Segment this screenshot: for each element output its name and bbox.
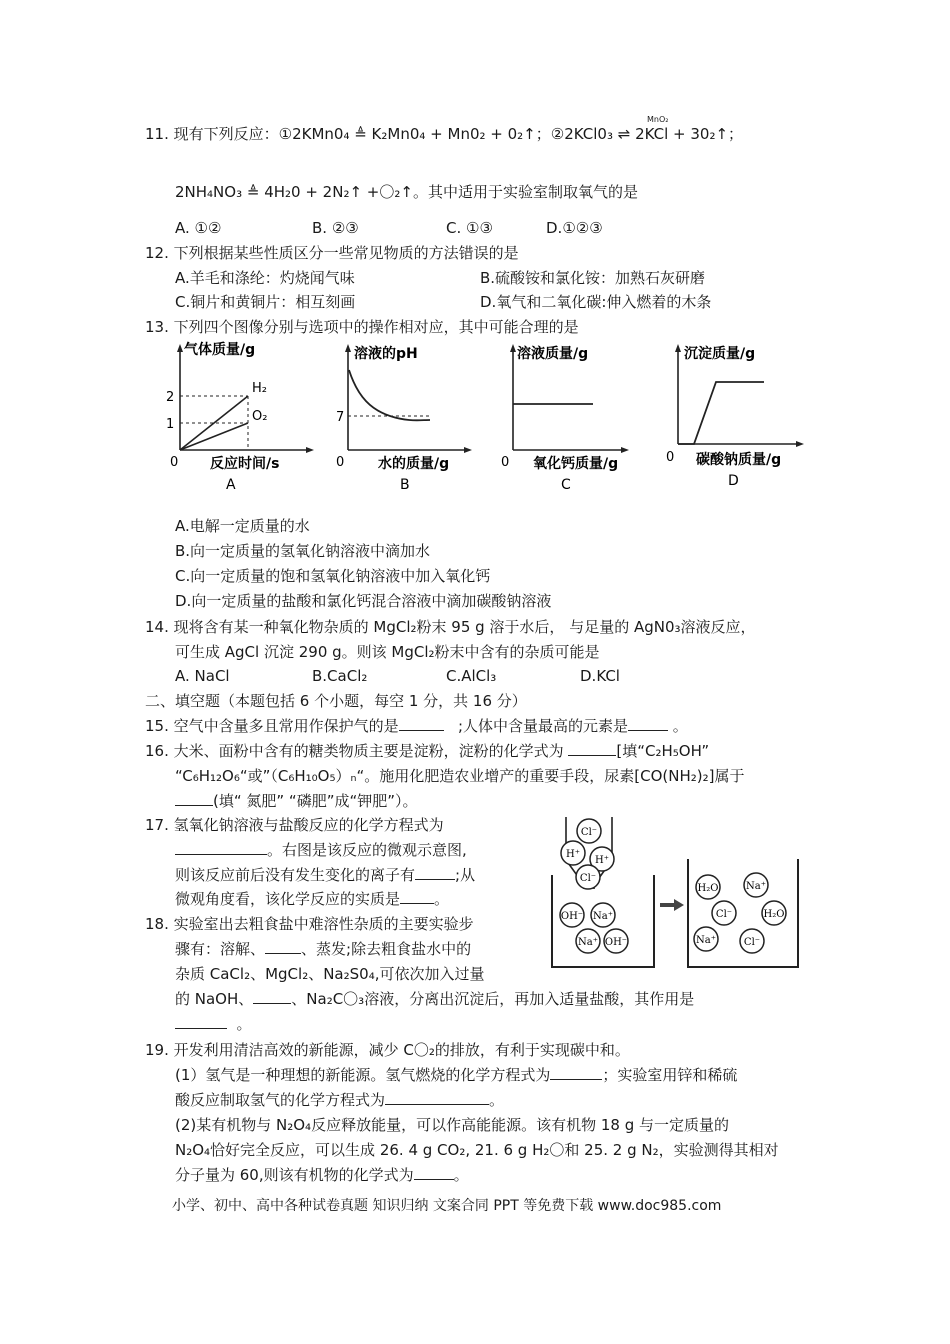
- q12-stem: 12. 下列根据某些性质区分一些常见物质的方法错误的是: [145, 244, 519, 262]
- q18-line2: [175, 939, 471, 959]
- q19-p1-c: 酸反应制取氢气的化学方程式为: [175, 1091, 386, 1109]
- q13-option-d: D.向一定质量的盐酸和氯化钙混合溶液中滴加碳酸钠溶液: [175, 592, 552, 610]
- q15-part-a: 15. 空气中含量多且常用作保护气的是: [145, 717, 399, 735]
- q11-option-c: C. ①③: [446, 219, 493, 237]
- chart-a-ylabel: 气体质量/g: [184, 342, 256, 358]
- catalyst-label: MnO₂: [647, 115, 669, 124]
- q14-line2: 可生成 AgCl 沉淀 290 g。则该 MgCl₂粉末中含有的杂质可能是: [175, 643, 600, 661]
- q18-line4-b: 、Na₂C〇₃溶液，分离出沉淀后，再加入适量盐酸，其作用是: [291, 990, 695, 1008]
- q14-line1: 14. 现将含有某一种氧化物杂质的 MgCl₂粉末 95 g 溶于水后， 与足量的 AgN0₃溶液反应，: [145, 618, 756, 636]
- q15-part-b: ;人体中含量最高的元素是: [457, 717, 628, 735]
- q16-blank-2[interactable]: [175, 791, 213, 806]
- q17-blank-2[interactable]: [415, 865, 455, 880]
- chart-d-letter: D: [728, 473, 739, 489]
- chart-a-series-h2: H₂: [252, 381, 267, 396]
- q16-line1-b: [填“C₂H₅OH”: [616, 742, 710, 760]
- q12-option-d: D.氧气和二氧化碳:伸入燃着的木条: [480, 293, 712, 311]
- chart-c-ylabel: 溶液质量/g: [517, 346, 589, 362]
- right-ion-label-1: Na⁺: [746, 881, 766, 892]
- left-ion-label-4: OH⁻: [560, 911, 584, 922]
- q19-p1-line2: [175, 1090, 504, 1110]
- q11-line2: 2NH₄NO₃ ≜ 4H₂0 + 2N₂↑ +〇₂↑。其中适用于实验室制取氧气的是: [175, 183, 638, 201]
- chart-c-xlabel: 氧化钙质量/g: [533, 456, 619, 472]
- chart-d-ylabel: 沉淀质量/g: [684, 346, 756, 362]
- q18-line3: 杂质 CaCl₂、MgCl₂、Na₂S0₄,可依次加入过量: [175, 965, 485, 983]
- q14-option-d: D.KCl: [580, 667, 620, 685]
- q17-line3: [175, 865, 475, 885]
- q14-option-c: C.AlCl₃: [446, 667, 497, 685]
- q19-p1-d: 。: [489, 1091, 505, 1109]
- q19-blank-3[interactable]: [414, 1165, 454, 1180]
- q17-line4-b: 。: [434, 890, 450, 908]
- q19-stem: 19. 开发利用清洁高效的新能源，减少 C〇₂的排放，有利于实现碳中和。: [145, 1041, 630, 1059]
- q16-line1-a: 16. 大米、面粉中含有的糖类物质主要是淀粉，淀粉的化学式为: [145, 742, 569, 760]
- q11-option-d: D.①②③: [546, 219, 603, 237]
- chart-a: [160, 340, 320, 495]
- left-ion-label-7: OH⁻: [604, 937, 628, 948]
- q19-p2-d: 。: [453, 1166, 469, 1184]
- q18-line5: [175, 1014, 252, 1034]
- chart-a-origin: 0: [170, 455, 179, 470]
- right-ion-label-0: H₂O: [697, 883, 719, 894]
- q15-blank-1[interactable]: [399, 716, 444, 731]
- q14-option-b: B.CaCl₂: [312, 667, 368, 685]
- q18-line2-b: 、蒸发;除去粗食盐水中的: [301, 940, 472, 958]
- q18-line5-text: 。: [236, 1015, 252, 1033]
- left-ion-label-3: Cl⁻: [579, 873, 597, 884]
- q18-blank-3[interactable]: [175, 1014, 227, 1029]
- q15-line: [145, 716, 688, 736]
- q18-line4: [175, 989, 694, 1009]
- q17-line4-a: 微观角度看，该化学反应的实质是: [175, 890, 401, 908]
- chart-d-xlabel: 碳酸钠质量/g: [696, 452, 782, 468]
- q11-option-b: B. ②③: [312, 219, 359, 237]
- q19-p1-a: (1）氢气是一种理想的新能源。氢气燃烧的化学方程式为: [175, 1066, 551, 1084]
- q19-p1-b: ；实验室用锌和稀硫: [602, 1066, 738, 1084]
- q12-option-c: C.铜片和黄铜片：相互刻画: [175, 293, 356, 311]
- q17-blank-3[interactable]: [400, 889, 434, 904]
- chart-c-origin: 0: [501, 455, 510, 470]
- q19-blank-2[interactable]: [385, 1090, 489, 1105]
- q16-line3-text: (填“ 氮肥” “磷肥”成“钾肥”）。: [213, 792, 418, 810]
- right-ion-label-2: Cl⁻: [715, 909, 733, 920]
- q17-line3-a: 则该反应前后没有发生变化的离子有: [175, 866, 416, 884]
- q18-blank-2[interactable]: [253, 989, 291, 1004]
- q19-p2-line1: (2)某有机物与 N₂O₄反应释放能量，可以作高能能源。该有机物 18 g 与一定质量的: [175, 1116, 729, 1134]
- left-ion-label-6: Na⁺: [578, 937, 598, 948]
- chart-a-ytick-1: 1: [166, 417, 175, 432]
- q16-blank-1[interactable]: [568, 741, 616, 756]
- q17-line4: [175, 889, 449, 909]
- q13-stem: 13. 下列四个图像分别与选项中的操作相对应，其中可能合理的是: [145, 318, 579, 336]
- right-ion-label-5: Cl⁻: [743, 937, 761, 948]
- q19-p2-line2: N₂O₄恰好完全反应，可以生成 26. 4 g CO₂, 21. 6 g H₂〇和 25. 2 g N₂，实验测得其相对: [175, 1141, 779, 1159]
- q19-p2-c: 分子量为 60,则该有机物的化学式为: [175, 1166, 414, 1184]
- q18-line4-a: 的 NaOH、: [175, 990, 254, 1008]
- q15-blank-2[interactable]: [628, 716, 668, 731]
- q18-blank-1[interactable]: [265, 939, 301, 954]
- q13-option-b: B.向一定质量的氢氧化钠溶液中滴加水: [175, 542, 431, 560]
- left-ion-label-2: H⁺: [595, 855, 609, 866]
- q18-line1: 18. 实验室出去粗食盐中难溶性杂质的主要实验步: [145, 915, 474, 933]
- q17-line3-b: ;从: [455, 866, 476, 884]
- q19-blank-1[interactable]: [550, 1065, 602, 1080]
- q11-line1: 11. 现有下列反应：①2KMn0₄ ≜ K₂Mn0₄ + Mn0₂ + 0₂↑；②2KCl0₃ ⇌ 2KCl + 30₂↑；: [145, 125, 744, 143]
- chart-b-ylabel: 溶液的pH: [354, 346, 418, 362]
- chart-b: [330, 340, 480, 495]
- chart-d: [660, 340, 810, 495]
- q17-line2-text: 。右图是该反应的微观示意图,: [267, 841, 467, 859]
- left-ion-label-5: Na⁺: [593, 911, 613, 922]
- neutralization-diagram: [548, 815, 813, 975]
- q19-p2-line3: [175, 1165, 469, 1185]
- chart-c: [495, 340, 645, 495]
- q17-line1: 17. 氢氧化钠溶液与盐酸反应的化学方程式为: [145, 816, 444, 834]
- chart-a-letter: A: [226, 477, 236, 493]
- q15-part-c: 。: [672, 717, 688, 735]
- footer-text: 小学、初中、高中各种试卷真题 知识归纳 文案合同 PPT 等免费下载 www.doc985.com: [172, 1198, 722, 1214]
- q13-option-a: A.电解一定质量的水: [175, 517, 310, 535]
- q12-option-a: A.羊毛和涤纶：灼烧闻气味: [175, 269, 355, 287]
- chart-c-letter: C: [561, 477, 571, 493]
- chart-d-origin: 0: [666, 450, 675, 465]
- q13-option-c: C.向一定质量的饱和氢氧化钠溶液中加入氧化钙: [175, 567, 491, 585]
- q17-line2: [175, 840, 467, 860]
- q14-option-a: A. NaCl: [175, 667, 230, 685]
- chart-b-origin: 0: [336, 455, 345, 470]
- right-ion-label-3: H₂O: [763, 909, 785, 920]
- q12-option-b: B.硫酸铵和氯化铵：加熟石灰研磨: [480, 269, 706, 287]
- right-ion-label-4: Na⁺: [696, 935, 716, 946]
- q16-line3: [175, 791, 418, 811]
- q11-option-a: A. ①②: [175, 219, 222, 237]
- chart-b-ytick-7: 7: [336, 410, 345, 425]
- chart-b-letter: B: [400, 477, 410, 493]
- q18-line2-a: 骤有：溶解、: [175, 940, 266, 958]
- chart-a-xlabel: 反应时间/s: [210, 456, 280, 472]
- chart-a-series-o2: O₂: [252, 409, 268, 424]
- chart-a-ytick-2: 2: [166, 390, 175, 405]
- q16-line2: “C₆H₁₂O₆“或”（C₆H₁₀O₅）ₙ“。施用化肥造农业增产的重要手段，尿素[CO(NH₂)₂]属于: [175, 767, 745, 785]
- left-ion-label-0: Cl⁻: [580, 827, 598, 838]
- section-2-heading: 二、填空题（本题包括 6 个小题，每空 1 分，共 16 分）: [145, 692, 527, 710]
- q19-p1-line1: [175, 1065, 737, 1085]
- left-ion-label-1: H⁺: [566, 849, 580, 860]
- q16-line1: [145, 741, 709, 761]
- q17-blank-1[interactable]: [175, 840, 267, 855]
- chart-b-xlabel: 水的质量/g: [378, 456, 450, 472]
